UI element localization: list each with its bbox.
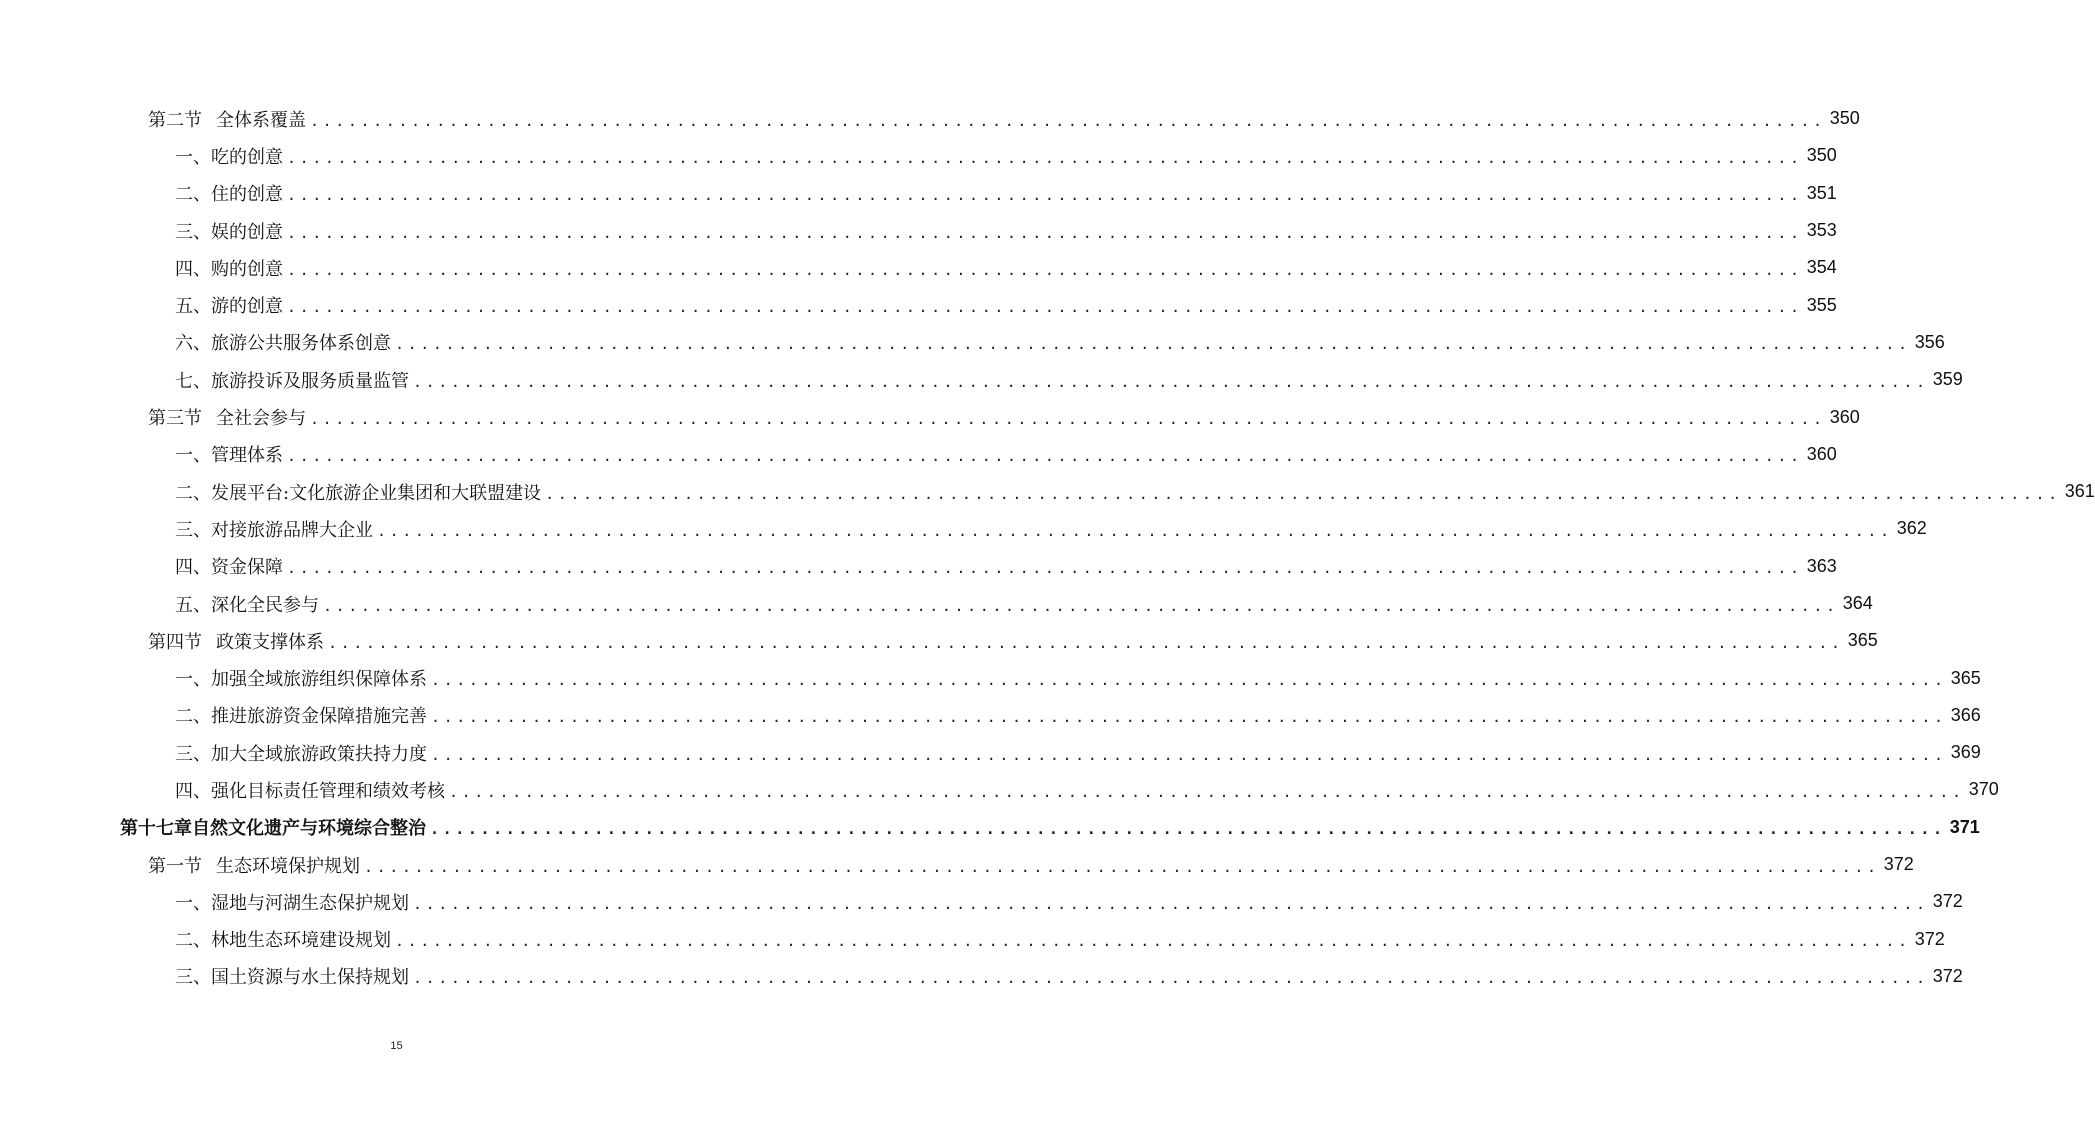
toc-entry-title: [148, 852, 364, 878]
dot-leader: ........................................................................................................................: [395, 335, 1911, 354]
toc-entry-title: [175, 292, 287, 318]
dot-leader: ........................................................................................................................: [287, 223, 1803, 242]
toc-entry-page: 372: [1883, 854, 1914, 875]
toc-entry-label: 五、深化全民参与: [175, 594, 319, 616]
toc-entry-chapter[interactable]: [0, 809, 1980, 846]
dot-leader: ........................................................................................................................: [323, 596, 1839, 615]
toc-entry-label: 二、住的创意: [175, 184, 283, 206]
toc-entry-label: 四、购的创意: [175, 258, 283, 280]
toc-entry-item[interactable]: [0, 175, 1837, 212]
toc-entry-page: 356: [1914, 331, 1945, 352]
toc-entry-label: 四、强化目标责任管理和绩效考核: [175, 780, 445, 802]
toc-entry-label: 自然文化遗产与环境综合整治: [192, 818, 426, 840]
toc-entry-item[interactable]: [0, 771, 1999, 808]
toc-entry-item[interactable]: [0, 958, 1963, 995]
toc-entry-label: 一、加强全域旅游组织保障体系: [175, 669, 427, 691]
toc-entry-page: 372: [1914, 928, 1945, 949]
toc-entry-page: 369: [1950, 742, 1981, 763]
toc-entry-label: 四、资金保障: [175, 557, 283, 579]
toc-entry-page: 372: [1932, 891, 1963, 912]
toc-entry-page: 362: [1896, 518, 1927, 539]
toc-entry-item[interactable]: [0, 921, 1945, 958]
toc-entry-title: [175, 591, 323, 617]
toc-entry-item[interactable]: [0, 734, 1981, 771]
toc-entry-label: 七、旅游投诉及服务质量监管: [175, 370, 409, 392]
toc-entry-title: [175, 479, 545, 505]
dot-leader: ........................................................................................................................: [413, 894, 1929, 913]
dot-leader: ........................................................................................................................: [310, 111, 1826, 130]
toc-entry-title: [175, 329, 395, 355]
toc-entry-title: [175, 963, 413, 989]
toc-entry-label: 三、对接旅游品牌大企业: [175, 519, 373, 541]
toc-entry-title: [148, 404, 310, 430]
toc-entry-label: 六、旅游公共服务体系创意: [175, 333, 391, 355]
toc-entry-page: 351: [1806, 182, 1837, 203]
page-number: 15: [390, 1040, 403, 1052]
toc-entry-page: 364: [1842, 593, 1873, 613]
toc-entry-item[interactable]: [0, 324, 1945, 361]
toc-entry-item[interactable]: [0, 548, 1837, 585]
dot-leader: ........................................................................................................................: [287, 298, 1803, 317]
toc-entry-item[interactable]: [0, 659, 1981, 696]
toc-entry-number: 第一节: [148, 855, 202, 877]
toc-entry-page: 365: [1950, 667, 1981, 688]
toc-entry-title: [175, 143, 287, 169]
toc-entry-item[interactable]: [0, 436, 1837, 473]
toc-entry-label: 三、加大全域旅游政策扶持力度: [175, 743, 427, 765]
toc-entry-section[interactable]: [0, 846, 1914, 883]
toc-entry-label: 二、林地生态环境建设规划: [175, 930, 391, 952]
toc-entry-title: [175, 441, 287, 467]
toc-entry-item[interactable]: [0, 137, 1837, 174]
toc-entry-page: 366: [1950, 704, 1981, 725]
dot-leader: ........................................................................................................................: [413, 372, 1929, 391]
toc-entry-label: 五、游的创意: [175, 296, 283, 318]
toc-entry-page: 365: [1847, 630, 1878, 651]
toc-entry-title: [175, 702, 431, 728]
toc-entry-number: 第三节: [148, 408, 202, 430]
toc-entry-number: 第二节: [148, 109, 202, 131]
toc-entry-label: 三、国土资源与水土保持规划: [175, 967, 409, 989]
toc-entry-label: 生态环境保护规划: [216, 855, 360, 877]
toc-entry-title: [175, 777, 449, 803]
toc-entry-item[interactable]: [0, 585, 1873, 622]
toc-entry-title: [175, 367, 413, 393]
dot-leader: ........................................................................................................................: [328, 633, 1844, 652]
toc-entry-page: 350: [1829, 108, 1860, 129]
dot-leader: ........................................................................................................................: [287, 447, 1803, 466]
toc-entry-page: 359: [1932, 369, 1963, 390]
dot-leader: ........................................................................................................................: [431, 671, 1947, 690]
toc-entry-item[interactable]: [0, 361, 1963, 398]
toc-entry-item[interactable]: [0, 883, 1963, 920]
dot-leader: ........................................................................................................................: [287, 186, 1803, 205]
dot-leader: ........................................................................................................................: [431, 708, 1947, 727]
toc-entry-section[interactable]: [0, 100, 1860, 137]
toc-entry-title: [175, 740, 431, 766]
dot-leader: ........................................................................................................................: [377, 521, 1893, 540]
toc-entry-label: 二、发展平台:文化旅游企业集团和大联盟建设: [175, 482, 542, 504]
toc-entry-page: 361: [2064, 481, 2095, 502]
dot-leader: ........................................................................................................................: [449, 782, 1965, 801]
toc-entry-title: [148, 628, 328, 654]
toc-entry-title: [120, 814, 430, 840]
toc-entry-page: 363: [1806, 555, 1837, 576]
table-of-contents: [0, 100, 2095, 995]
toc-entry-item[interactable]: [0, 697, 1981, 734]
toc-entry-item[interactable]: [0, 286, 1837, 323]
toc-entry-label: 政策支撑体系: [216, 631, 324, 653]
toc-entry-number: 第十七章: [120, 818, 192, 840]
toc-entry-page: 350: [1806, 145, 1837, 166]
toc-entry-label: 全社会参与: [216, 408, 306, 430]
toc-entry-title: [175, 516, 377, 542]
toc-entry-title: [148, 106, 310, 132]
dot-leader: ........................................................................................................................: [287, 559, 1803, 578]
toc-entry-label: 一、湿地与河湖生态保护规划: [175, 892, 409, 914]
toc-entry-label: 三、娱的创意: [175, 221, 283, 243]
toc-entry-page: 354: [1806, 257, 1837, 278]
toc-entry-title: [175, 218, 287, 244]
toc-entry-number: 第四节: [148, 631, 202, 653]
dot-leader: ........................................................................................................................: [395, 932, 1911, 951]
toc-entry-item[interactable]: [0, 212, 1837, 249]
toc-entry-item[interactable]: [0, 510, 1927, 547]
toc-entry-item[interactable]: [0, 249, 1837, 286]
toc-entry-title: [175, 180, 287, 206]
toc-entry-page: 371: [1949, 816, 1980, 837]
dot-leader: ........................................................................................................................: [430, 820, 1946, 839]
toc-entry-label: 全体系覆盖: [216, 109, 306, 131]
toc-entry-label: 二、推进旅游资金保障措施完善: [175, 706, 427, 728]
dot-leader: ........................................................................................................................: [310, 410, 1826, 429]
toc-entry-title: [175, 665, 431, 691]
toc-entry-title: [175, 553, 287, 579]
toc-entry-page: 360: [1806, 443, 1837, 464]
dot-leader: ........................................................................................................................: [431, 745, 1947, 764]
toc-entry-page: 353: [1806, 220, 1837, 241]
dot-leader: ........................................................................................................................: [545, 484, 2061, 503]
toc-entry-title: [175, 889, 413, 915]
toc-entry-page: 355: [1806, 294, 1837, 315]
toc-entry-page: 360: [1829, 406, 1860, 427]
toc-entry-title: [175, 926, 395, 952]
toc-entry-item[interactable]: [0, 473, 2095, 510]
toc-entry-page: 370: [1968, 779, 1999, 800]
toc-entry-section[interactable]: [0, 398, 1860, 435]
toc-entry-title: [175, 255, 287, 281]
dot-leader: ........................................................................................................................: [287, 260, 1803, 279]
dot-leader: ........................................................................................................................: [287, 148, 1803, 167]
dot-leader: ........................................................................................................................: [413, 969, 1929, 988]
toc-entry-page: 372: [1932, 965, 1963, 986]
toc-entry-label: 一、管理体系: [175, 445, 283, 467]
toc-entry-label: 一、吃的创意: [175, 146, 283, 168]
dot-leader: ........................................................................................................................: [364, 857, 1880, 876]
toc-entry-section[interactable]: [0, 622, 1878, 659]
